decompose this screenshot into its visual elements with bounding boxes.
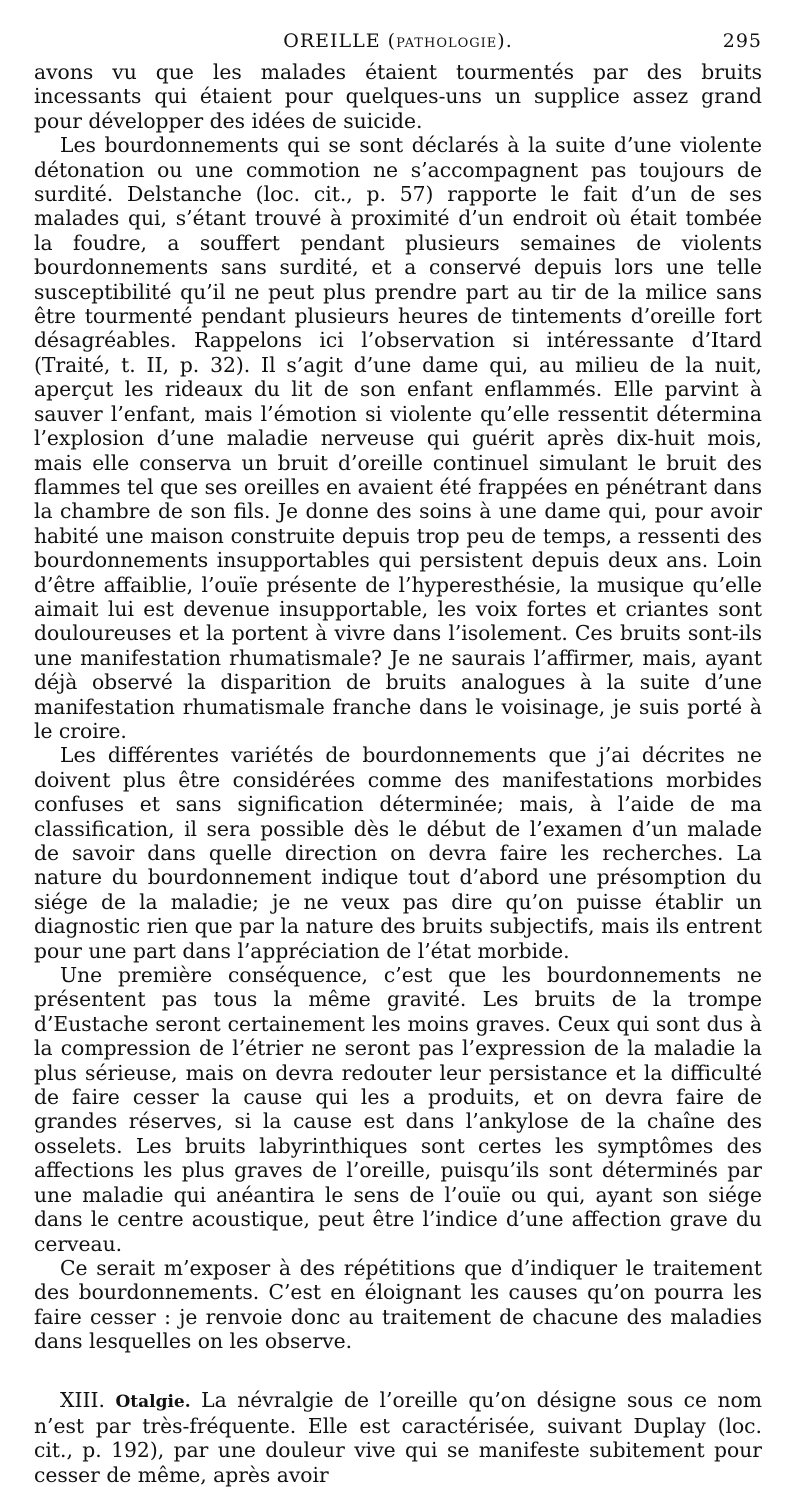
- running-head-title-main: OREILLE (: [283, 30, 397, 52]
- running-head-title: [34, 30, 762, 52]
- running-head-title-end: ).: [497, 30, 513, 52]
- paragraph: Ce serait m’exposer à des répétitions que d’indiquer le traitement des bourdonnements. C’est en éloignant les causes qu’on pourra les faire cesser : je renvoie donc au traitement de chacune des maladies dans lesquelles on les observe.: [34, 1255, 762, 1354]
- page-number: 295: [722, 30, 762, 52]
- section-paragraph: [34, 1388, 762, 1487]
- paragraph: Les différentes variétés de bourdonnements que j’ai décrites ne doivent plus être considérées comme des manifestations morbides confuses et sans signification déterminée; mais, à l’aide de ma classification, il sera possible dès le début de l’examen d’un malade de savoir dans quelle direction on devra faire les recherches. La nature du bourdonnement indique tout d’abord une présomption du siége de la maladie; je ne veux pas dire qu’on puisse établir un diagnostic rien que par la nature des bruits subjectifs, mais ils entrent pour une part dans l’appréciation de l’état morbide.: [34, 743, 762, 963]
- section-text: La névralgie de l’oreille qu’on désigne sous ce nom n’est par très-fréquente. Elle est caractérisée, suivant Duplay (loc. cit., p. 192), par une douleur vive qui se manifeste subitement pour cesser de même, après avoir: [34, 1387, 762, 1487]
- body-text: [34, 60, 762, 1354]
- section-title: Otalgie.: [115, 1391, 191, 1412]
- running-head: [34, 30, 762, 60]
- running-head-title-small: PATHOLOGIE: [396, 36, 498, 51]
- section-number: XIII.: [60, 1387, 105, 1412]
- paragraph: Les bourdonnements qui se sont déclarés à la suite d’une violente détonation ou une commotion ne s’accompagnent pas toujours de surdité. Delstanche (loc. cit., p. 57) rapporte le fait d’un de ses malades qui, s’étant trouvé à proximité d’un endroit où était tombée la foudre, a souffert pendant plusieurs semaines de violents bourdonnements sans surdité, et a conservé depuis lors une telle susceptibilité qu’il ne peut plus prendre part au tir de la milice sans être tourmenté pendant plusieurs heures de tintements d’oreille fort désagréables. Rappelons ici l’observation si intéressante d’Itard (Traité, t. II, p. 32). Il s’agit d’une dame qui, au milieu de la nuit, aperçut les rideaux du lit de son enfant enflammés. Elle parvint à sauver l’enfant, mais l’émotion si violente qu’elle ressentit détermina l’explosion d’une maladie nerveuse qui guérit après dix-huit mois, mais elle conserva un bruit d’oreille continuel simulant le bruit des flammes tel que ses oreilles en avaient été frappées en pénétrant dans la chambre de son fils. Je donne des soins à une dame qui, pour avoir habité une maison construite depuis trop peu de temps, a ressenti des bourdonnements insupportables qui persistent depuis deux ans. Loin d’être affaiblie, l’ouïe présente de l’hyperesthésie, la musique qu’elle aimait lui est devenue insupportable, les voix fortes et criantes sont douloureuses et la portent à vivre dans l’isolement. Ces bruits sont-ils une manifestation rhumatismale? Je ne saurais l’affirmer, mais, ayant déjà observé la disparition de bruits analogues à la suite d’une manifestation rhumatismale franche dans le voisinage, je suis porté à le croire.: [34, 133, 762, 743]
- section-spacer: [34, 1354, 762, 1388]
- paragraph-continuation: avons vu que les malades étaient tourmentés par des bruits incessants qui étaient pour quelques-uns un supplice assez grand pour développer des idées de suicide.: [34, 60, 762, 133]
- section-otalgie: [34, 1388, 762, 1487]
- paragraph: Une première conséquence, c’est que les bourdonnements ne présentent pas tous la même gravité. Les bruits de la trompe d’Eustache seront certainement les moins graves. Ceux qui sont dus à la compression de l’étrier ne seront pas l’expression de la maladie la plus sérieuse, mais on devra redouter leur persistance et la difficulté de faire cesser la cause qui les a produits, et on devra faire de grandes réserves, si la cause est dans l’ankylose de la chaîne des osselets. Les bruits labyrinthiques sont certes les symptômes des affections les plus graves de l’oreille, puisqu’ils sont déterminés par une maladie qui anéantira le sens de l’ouïe ou qui, ayant son siége dans le centre acoustique, peut être l’indice d’une affection grave du cerveau.: [34, 963, 762, 1256]
